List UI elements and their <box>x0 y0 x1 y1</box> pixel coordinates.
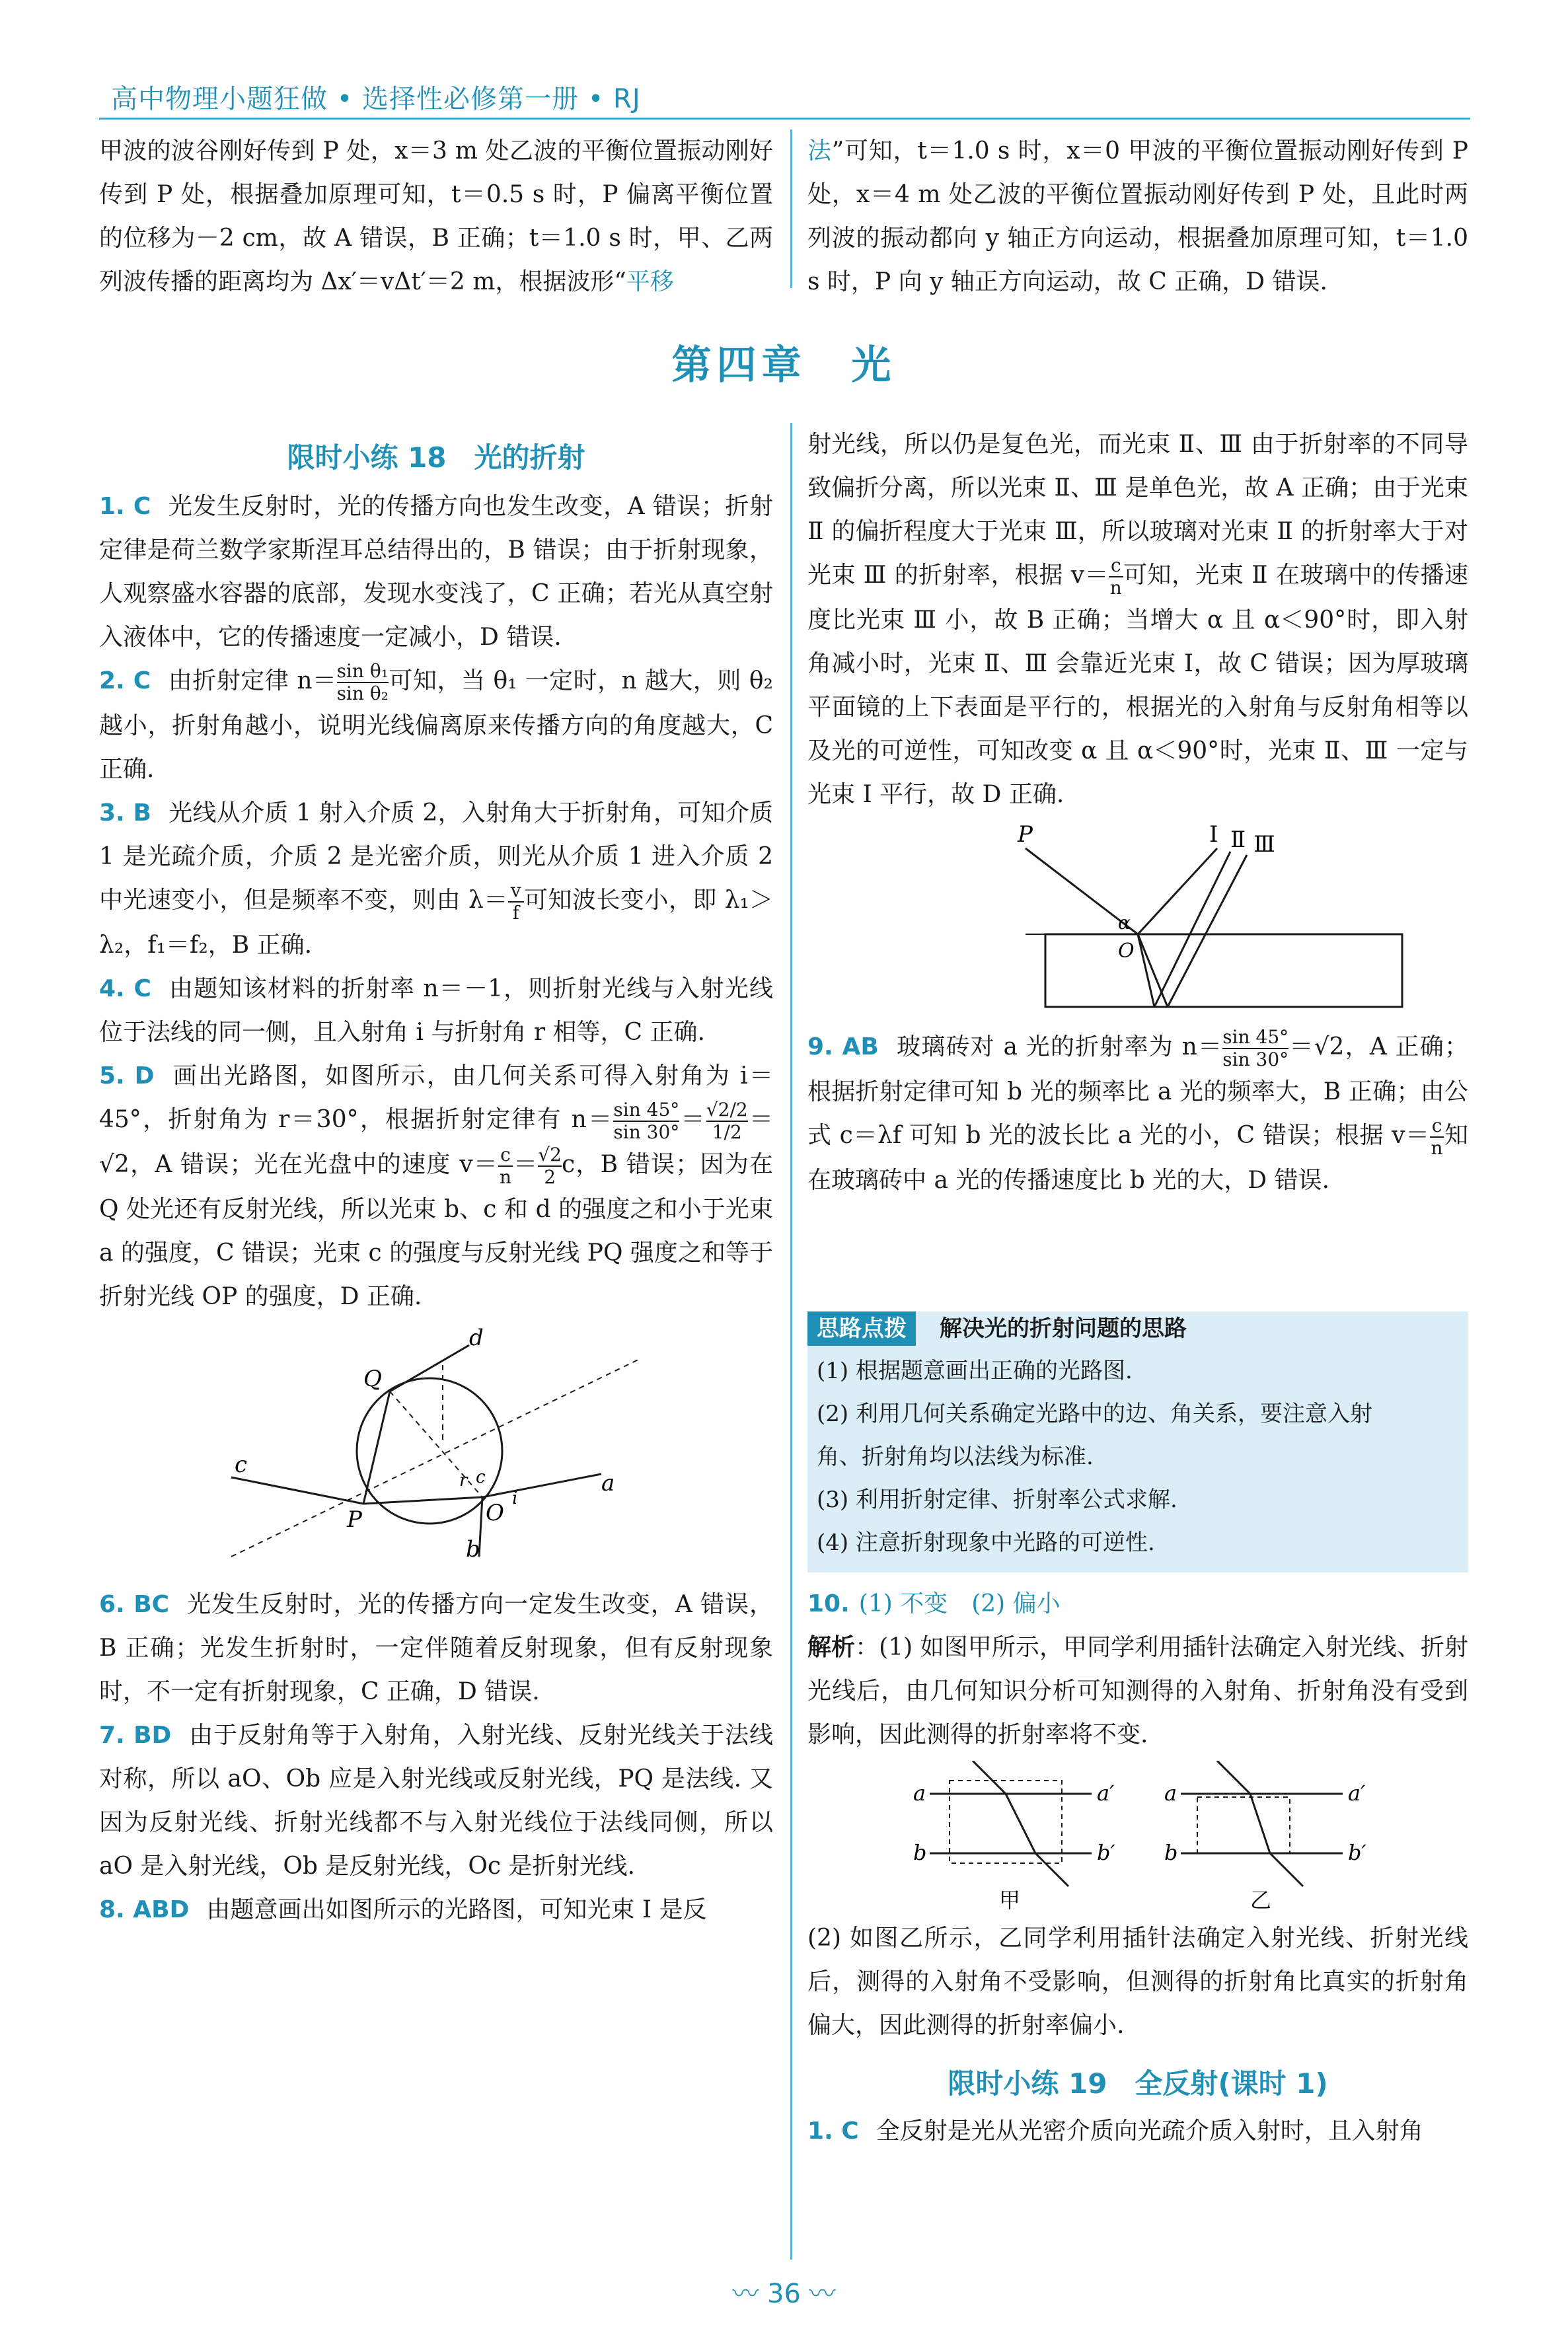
label-II: Ⅱ <box>1230 827 1246 853</box>
q8-text-r2: 可知，光束 Ⅱ 在玻璃中的传播速度比光束 Ⅲ 小，故 B 正确；当增大 α 且 α＜90°时，即入射角减小时，光束 Ⅱ、Ⅲ 会靠近光束 Ⅰ，故 C 错误；因为厚玻璃平面镜的上下表面是平行的，根据光的入射角与反射角相等以及光的可逆性，可知改变 α 且 α＜90°时，光束 Ⅱ、Ⅲ 一定与光束 Ⅰ 平行，故 D 正确. <box>807 562 1468 808</box>
q6 <box>99 1583 773 1714</box>
tip-line-2: (2) 利用几何关系确定光路中的边、角关系，要注意入射 <box>817 1401 1372 1427</box>
ray-c <box>231 1477 363 1504</box>
tip-title: 解决光的折射问题的思路 <box>940 1315 1187 1342</box>
ray-I <box>1138 848 1217 934</box>
q3-text-b: 可知波长变小，即 λ₁＞λ₂，f₁＝f₂，B 正确. <box>99 887 773 959</box>
q8-cont <box>807 423 1468 817</box>
q8 <box>99 1888 773 1932</box>
q3-number: 3. B <box>99 799 151 827</box>
q5-f3-den: n <box>499 1166 512 1188</box>
q5-text-d: ＝ <box>512 1151 539 1178</box>
q5-f3-num: c <box>498 1144 513 1167</box>
q5-text-c: ＝√2，A 错误；光在光盘中的速度 v＝ <box>99 1106 773 1178</box>
disc-circle <box>357 1378 502 1524</box>
page-ornament-left: 〰 <box>732 2279 768 2309</box>
q9-f2-num: c <box>1430 1115 1444 1138</box>
top-right-body: ”可知，t＝1.0 s 时，x＝0 甲波的平衡位置振动刚好传到 P 处，x＝4 m 处乙波的平衡位置振动刚好传到 P 处，且此时两列波的振动都向 y 轴正方向运动，根据叠加原理可知，t＝1.0 s 时，P 向 y 轴正方向运动，故 C 正确，D 错误. <box>807 137 1468 295</box>
jia-label-b: b <box>913 1840 927 1865</box>
tip-line-5: (4) 注意折射现象中光路的可逆性. <box>817 1530 1155 1556</box>
q2-text-a: 由折射定律 n＝ <box>168 667 337 694</box>
label-i: i <box>512 1489 518 1508</box>
chord-dashed <box>390 1391 482 1497</box>
q10-p1-text: ：(1) 如图甲所示，甲同学利用插针法确定入射光线、折射光线后，由几何知识分析可知测得的入射角、折射角没有受到影响，因此测得的折射率将不变. <box>807 1634 1468 1748</box>
jia-mid <box>1006 1794 1035 1853</box>
q5-text-b: ＝ <box>679 1106 706 1133</box>
normal-dashed-1 <box>231 1358 641 1557</box>
q4-text: 由题知该材料的折射率 n＝－1，则折射光线与入射光线位于法线的同一侧，且入射角 i 与折射角 r 相等，C 正确. <box>99 975 773 1046</box>
column-divider <box>790 423 792 2260</box>
q5 <box>99 1054 773 1319</box>
q9-frac1 <box>1222 1027 1288 1070</box>
q19-1 <box>807 2110 1468 2153</box>
q5-f2-num: √2/2 <box>706 1099 748 1121</box>
q6-number: 6. BC <box>99 1591 170 1618</box>
yi-label-bp: b′ <box>1348 1840 1366 1865</box>
top-left-body: 甲波的波谷刚好传到 P 处，x＝3 m 处乙波的平衡位置振动刚好传到 P 处，根据叠加原理可知，t＝0.5 s 时，P 偏离平衡位置的位移为－2 cm，故 A 错误，B 正确；t＝1.0 s 时，甲、乙两列波传播的距离均为 Δx′＝vΔt′＝2 m，根据波形“ <box>99 137 773 295</box>
yi-label-b: b <box>1164 1840 1178 1865</box>
q7 <box>99 1714 773 1888</box>
q8-frac-den: n <box>1109 577 1122 599</box>
q9-text-a: 玻璃砖对 a 光的折射率为 n＝ <box>895 1033 1223 1060</box>
ray-a <box>482 1474 601 1497</box>
yi-label-ap: a′ <box>1348 1781 1366 1806</box>
q9-f1-den: sin 30° <box>1222 1049 1289 1070</box>
q2 <box>99 659 773 792</box>
q19-1-text: 全反射是光从光密介质向光疏介质入射时，且入射角 <box>876 2118 1423 2145</box>
label-O: O <box>486 1500 504 1526</box>
q3-frac-den: f <box>512 902 519 924</box>
tip-line-1: (1) 根据题意画出正确的光路图. <box>817 1358 1133 1384</box>
q5-f4-den: 2 <box>544 1166 556 1188</box>
top-right-text <box>807 129 1468 304</box>
q10-number: 10. <box>807 1590 850 1617</box>
q3-text-a: 光线从介质 1 射入介质 2，入射角大于折射角，可知介质 1 是光疏介质，介质 2 是光密介质，则光从介质 1 进入介质 2 中光速变小，但是频率不变，则由 λ＝ <box>99 799 773 914</box>
label-jia: 甲 <box>999 1888 1021 1913</box>
yi-dashed-box <box>1197 1797 1290 1853</box>
yi-mid <box>1250 1794 1270 1853</box>
yi-out <box>1270 1853 1303 1886</box>
label-alpha: α <box>1118 912 1131 934</box>
page-number-value: 36 <box>767 2279 801 2309</box>
label-III: Ⅲ <box>1253 831 1275 858</box>
q1-text: 光发生反射时，光的传播方向也发生改变，A 错误；折射定律是荷兰数学家斯涅耳总结得出的，B 错误；由于折射现象，人观察盛水容器的底部，发现水变浅了，C 正确；若光从真空射入液体中，它的传播速度一定减小，D 错误. <box>99 493 773 651</box>
q2-frac-den: sin θ₂ <box>336 683 389 704</box>
q5-frac4 <box>538 1144 562 1188</box>
q3-fraction <box>508 880 524 924</box>
q5-f1-den: sin 30° <box>613 1121 680 1143</box>
fig-q5-circle-diagram <box>99 1325 773 1576</box>
jia-in <box>973 1761 1006 1794</box>
right-column <box>807 423 1468 1202</box>
tip-line-3: 角、折射角均以法线为标准. <box>817 1444 1094 1470</box>
yi-in <box>1217 1761 1250 1794</box>
q2-frac-num: sin θ₁ <box>336 660 389 682</box>
q5-frac3 <box>498 1144 513 1188</box>
q10-label: 解析 <box>807 1634 856 1661</box>
jia-out <box>1035 1853 1068 1886</box>
jia-label-a: a <box>913 1781 926 1806</box>
label-P: P <box>347 1506 362 1533</box>
jia-label-ap: a′ <box>1097 1781 1115 1806</box>
q5-frac1 <box>613 1099 679 1143</box>
q5-f2-den: 1/2 <box>712 1121 742 1143</box>
q8-fraction <box>1109 555 1123 599</box>
label-I: Ⅰ <box>1209 822 1218 848</box>
q9 <box>807 1025 1468 1202</box>
tip-line-4: (3) 利用折射定律、折射率公式求解. <box>817 1487 1177 1513</box>
label-a: a <box>601 1470 615 1496</box>
q5-number: 5. D <box>99 1062 155 1089</box>
column-divider-top <box>790 129 792 288</box>
q5-f1-num: sin 45° <box>613 1099 680 1121</box>
q6-text: 光发生反射时，光的传播方向一定发生改变，A 错误，B 正确；光发生折射时，一定伴随着反射现象，但有反射现象时，不一定有折射现象，C 正确，D 错误. <box>99 1591 773 1705</box>
label-Q: Q <box>363 1366 382 1392</box>
q5-text-a: 画出光路图，如图所示，由几何关系可得入射角为 i＝45°，折射角为 r＝30°，根据折射定律有 n＝ <box>99 1062 773 1133</box>
jia-label-bp: b′ <box>1097 1840 1115 1865</box>
label-c-small: c <box>476 1467 486 1487</box>
q5-text-e: c，B 错误；因为在 Q 处光还有反射光线，所以光束 b、c 和 d 的强度之和小于光束 a 的强度，C 错误；光束 c 的强度与反射光线 PQ 强度之和等于折射光线 OP 的强度，D 正确. <box>99 1151 773 1310</box>
q9-f2-den: n <box>1431 1137 1443 1159</box>
q9-f1-num: sin 45° <box>1222 1026 1289 1048</box>
q9-frac2 <box>1430 1115 1444 1159</box>
q8-text: 由题意画出如图所示的光路图，可知光束 Ⅰ 是反 <box>206 1896 707 1923</box>
q10-block <box>807 1582 1468 2153</box>
q1 <box>99 485 773 659</box>
q4-number: 4. C <box>99 975 151 1002</box>
q10-answer-text: (1) 不变 (2) 偏小 <box>858 1590 1061 1617</box>
label-b: b <box>466 1536 480 1563</box>
label-c: c <box>235 1452 248 1478</box>
section-18-title: 限时小练 18 光的折射 <box>287 441 585 474</box>
section-19-title: 限时小练 19 全反射(课时 1) <box>948 2067 1328 2100</box>
q3 <box>99 792 773 967</box>
fig-q8-glass-diagram <box>807 822 1468 1020</box>
top-left-text <box>99 129 773 304</box>
running-header: 高中物理小题狂做 • 选择性必修第一册 • RJ <box>111 84 641 114</box>
q9-text-b: ＝√2，A 正确；根据折射定律可知 b 光的频率比 a 光的频率大，B 正确；由公式 c＝λf 可知 b 光的波长比 a 光的小，C 错误；根据 v＝ <box>807 1033 1468 1149</box>
q8-frac-num: c <box>1109 555 1123 577</box>
page-number <box>0 2273 1568 2310</box>
ray-III <box>1168 855 1247 1007</box>
left-column <box>99 436 773 1932</box>
q19-1-number: 1. C <box>807 2118 859 2145</box>
label-d: d <box>469 1325 484 1351</box>
q3-frac-num: v <box>508 880 524 903</box>
q2-number: 2. C <box>99 667 151 694</box>
q10-p2: (2) 如图乙所示，乙同学利用插针法确定入射光线、折射光线后，测得的入射角不受影响，但测得的折射角比真实的折射角偏大，因此测得的折射率偏小. <box>807 1925 1468 2039</box>
link-fa: 法 <box>807 137 832 165</box>
header-rule <box>99 118 1470 120</box>
q9-number: 9. AB <box>807 1033 879 1060</box>
q5-frac2 <box>706 1099 748 1143</box>
tip-box <box>807 1311 1468 1572</box>
label-yi: 乙 <box>1250 1888 1272 1913</box>
fig-q10-diagrams <box>807 1761 1468 1913</box>
q1-number: 1. C <box>99 493 151 520</box>
q9-text-c: 知在玻璃砖中 a 光的传播速度比 b 光的大，D 错误. <box>807 1122 1468 1194</box>
q8-number: 8. ABD <box>99 1896 190 1923</box>
q2-text-b: 可知，当 θ₁ 一定时，n 越大，则 θ₂ 越小，折射角越小，说明光线偏离原来传播方向的角度越大，C 正确. <box>99 667 773 783</box>
link-pingyi: 平移 <box>626 268 674 295</box>
ray-PO <box>363 1497 482 1504</box>
q2-fraction <box>337 661 389 704</box>
q8-text-r1: 射光线，所以仍是复色光，而光束 Ⅱ、Ⅲ 由于折射率的不同导致偏折分离，所以光束 Ⅱ、Ⅲ 是单色光，故 A 正确；由于光束 Ⅱ 的偏折程度大于光束 Ⅲ，所以玻璃对光束 Ⅱ 的折射率大于对光束 Ⅲ 的折射率，根据 v＝ <box>807 431 1468 589</box>
q10-answer <box>807 1582 1468 1626</box>
chapter-title: 第四章 光 <box>671 342 897 388</box>
label-r: r <box>459 1471 468 1491</box>
q7-number: 7. BD <box>99 1722 172 1749</box>
tip-badge: 思路点拨 <box>807 1311 916 1346</box>
yi-label-a: a <box>1164 1781 1177 1806</box>
q10-p1 <box>807 1626 1468 1757</box>
q5-f4-num: √2 <box>538 1144 562 1165</box>
page-ornament-right: 〰 <box>800 2279 836 2309</box>
q7-text: 由于反射角等于入射角，入射光线、反射光线关于法线对称，所以 aO、Ob 应是入射光线或反射光线，PQ 是法线. 又因为反射光线、折射光线都不与入射光线位于法线同侧，所以 aO 是入射光线，Ob 是反射光线，Oc 是折射光线. <box>99 1722 773 1880</box>
q4 <box>99 967 773 1054</box>
label-P8: P <box>1018 822 1033 848</box>
label-O8: O <box>1118 940 1135 963</box>
glass-block <box>1045 934 1402 1007</box>
